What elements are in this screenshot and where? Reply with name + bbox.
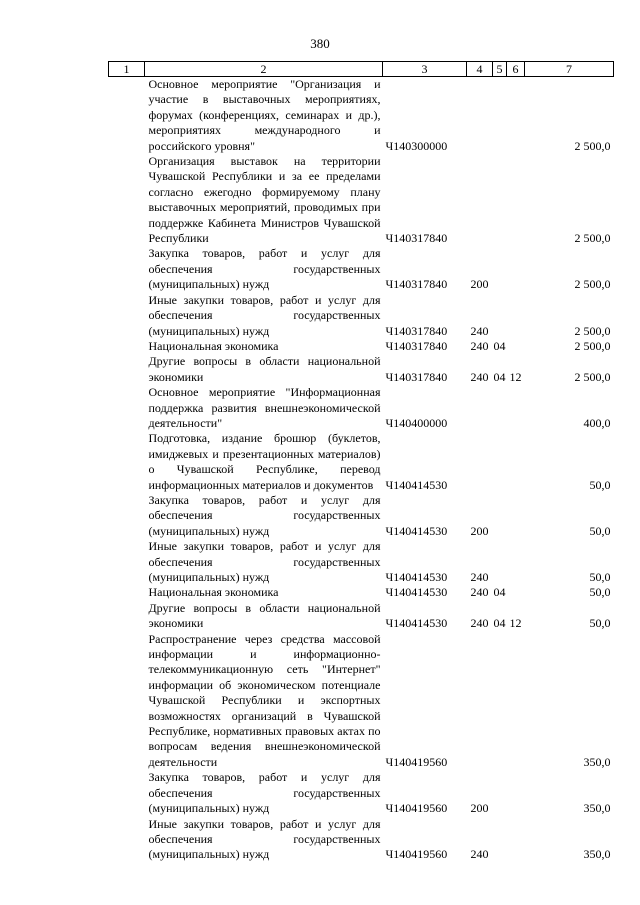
subsection-cell xyxy=(507,431,525,493)
subsection-cell: 12 xyxy=(509,369,522,384)
table-row xyxy=(109,770,614,816)
expense-type-cell: 200 xyxy=(470,523,489,538)
amount-cell: 2 500,0 xyxy=(574,369,611,384)
amount-cell: 400,0 xyxy=(583,415,611,430)
amount-cell: 2 500,0 xyxy=(574,338,611,353)
section-cell: 04 xyxy=(493,369,506,384)
row-number-cell xyxy=(109,154,145,246)
subsection-cell xyxy=(507,293,525,339)
column-header-3: 3 xyxy=(383,62,467,77)
table-row xyxy=(109,385,614,431)
table-row xyxy=(109,431,614,493)
amount-cell: 350,0 xyxy=(583,847,611,862)
row-number-cell xyxy=(109,246,145,292)
item-name-cell: Распространение через средства массовой информации и информационно-телекоммуникационную сеть "Интернет" информации об экономическом потенциале Чувашской Республики и экспортных возможностях организаций в Чувашской Республике, нормативных правовых актах по вопросам ведения внешнеэкономической деятельности xyxy=(148,631,381,769)
item-name-cell: Национальная экономика xyxy=(148,338,279,353)
amount-cell: 2 500,0 xyxy=(574,323,611,338)
target-code-cell: Ч140414530 xyxy=(385,585,448,600)
subsection-cell xyxy=(507,770,525,816)
expense-type-cell xyxy=(467,154,493,246)
table-row xyxy=(109,632,614,771)
expense-type-cell: 240 xyxy=(470,323,489,338)
table-row xyxy=(109,339,614,354)
subsection-cell xyxy=(507,632,525,771)
target-code-cell: Ч140414530 xyxy=(385,477,448,492)
target-code-cell: Ч140317840 xyxy=(385,369,448,384)
item-name-cell: Иные закупки товаров, работ и услуг для обеспечения государственных (муниципальных) нужд xyxy=(148,816,381,862)
column-header-2: 2 xyxy=(145,62,383,77)
expense-type-cell: 200 xyxy=(470,277,489,292)
item-name-cell: Закупка товаров, работ и услуг для обеспечения государственных (муниципальных) нужд xyxy=(148,246,381,292)
section-cell xyxy=(493,77,507,155)
expense-type-cell: 240 xyxy=(470,570,489,584)
table-row xyxy=(109,77,614,155)
item-name-cell: Иные закупки товаров, работ и услуг для обеспечения государственных (муниципальных) нужд xyxy=(148,539,381,584)
expense-type-cell xyxy=(467,431,493,493)
table-row xyxy=(109,293,614,339)
expense-type-cell: 240 xyxy=(470,585,489,600)
row-number-cell xyxy=(109,77,145,155)
expense-type-cell xyxy=(467,77,493,155)
section-cell: 04 xyxy=(493,585,506,600)
subsection-cell xyxy=(507,817,525,863)
amount-cell: 50,0 xyxy=(589,523,611,538)
section-cell xyxy=(493,385,507,431)
table-row xyxy=(109,585,614,600)
item-name-cell: Закупка товаров, работ и услуг для обеспечения государственных (муниципальных) нужд xyxy=(148,770,381,816)
section-cell xyxy=(493,817,507,863)
page-number: 380 xyxy=(310,36,330,51)
row-number-cell xyxy=(109,770,145,816)
row-number-cell xyxy=(109,539,145,585)
subsection-cell: 12 xyxy=(509,616,522,631)
table-row xyxy=(109,817,614,863)
subsection-cell xyxy=(507,539,525,585)
item-name-cell: Закупка товаров, работ и услуг для обеспечения государственных (муниципальных) нужд xyxy=(148,492,381,538)
subsection-cell xyxy=(507,246,525,292)
subsection-cell xyxy=(507,585,525,600)
row-number-cell xyxy=(109,585,145,600)
section-cell xyxy=(493,246,507,292)
expense-type-cell xyxy=(467,632,493,771)
target-code-cell: Ч140317840 xyxy=(385,277,448,292)
amount-cell: 2 500,0 xyxy=(574,277,611,292)
column-header-5: 5 xyxy=(493,62,507,77)
subsection-cell xyxy=(507,77,525,155)
target-code-cell: Ч140317840 xyxy=(385,338,448,353)
subsection-cell xyxy=(507,385,525,431)
target-code-cell: Ч140419560 xyxy=(385,801,448,816)
column-header-1: 1 xyxy=(109,62,145,77)
table-row xyxy=(109,354,614,385)
budget-table xyxy=(108,61,614,863)
section-cell: 04 xyxy=(493,616,506,631)
item-name-cell: Иные закупки товаров, работ и услуг для обеспечения государственных (муниципальных) нужд xyxy=(148,292,381,338)
row-number-cell xyxy=(109,385,145,431)
item-name-cell: Национальная экономика xyxy=(148,585,279,600)
subsection-cell xyxy=(507,493,525,539)
section-cell xyxy=(493,539,507,585)
item-name-cell: Основное мероприятие "Организация и участие в выставочных мероприятиях, форумах (конференциях, семинарах и др.), мероприятиях международного и российского уровня" xyxy=(148,77,381,153)
amount-cell: 50,0 xyxy=(589,570,611,584)
target-code-cell: Ч140317840 xyxy=(385,231,448,246)
table-header-row xyxy=(109,62,614,77)
section-cell xyxy=(493,493,507,539)
expense-type-cell: 240 xyxy=(470,369,489,384)
expense-type-cell: 240 xyxy=(470,616,489,631)
amount-cell: 50,0 xyxy=(589,616,611,631)
item-name-cell: Другие вопросы в области национальной экономики xyxy=(148,600,381,631)
row-number-cell xyxy=(109,632,145,771)
row-number-cell xyxy=(109,493,145,539)
section-cell xyxy=(493,770,507,816)
target-code-cell: Ч140414530 xyxy=(385,523,448,538)
section-cell xyxy=(493,154,507,246)
amount-cell: 50,0 xyxy=(589,477,611,492)
target-code-cell: Ч140317840 xyxy=(385,323,448,338)
section-cell xyxy=(493,293,507,339)
row-number-cell xyxy=(109,601,145,632)
table-row xyxy=(109,539,614,585)
item-name-cell: Подготовка, издание брошюр (буклетов, имиджевых и презентационных материалов) о Чувашской Республике, перевод информационных материалов и документов xyxy=(148,431,381,492)
row-number-cell xyxy=(109,293,145,339)
row-number-cell xyxy=(109,431,145,493)
expense-type-cell: 240 xyxy=(470,338,489,353)
row-number-cell xyxy=(109,817,145,863)
amount-cell: 350,0 xyxy=(583,801,611,816)
subsection-cell xyxy=(507,339,525,354)
target-code-cell: Ч140419560 xyxy=(385,847,448,862)
table-row xyxy=(109,246,614,292)
column-header-6: 6 xyxy=(507,62,525,77)
target-code-cell: Ч140400000 xyxy=(385,415,448,430)
amount-cell: 350,0 xyxy=(583,754,611,769)
table-body xyxy=(109,77,614,863)
expense-type-cell xyxy=(467,385,493,431)
row-number-cell xyxy=(109,339,145,354)
item-name-cell: Другие вопросы в области национальной экономики xyxy=(148,354,381,384)
subsection-cell xyxy=(507,154,525,246)
column-header-4: 4 xyxy=(467,62,493,77)
target-code-cell: Ч140414530 xyxy=(385,616,448,631)
amount-cell: 50,0 xyxy=(589,585,611,600)
column-header-7: 7 xyxy=(525,62,614,77)
row-number-cell xyxy=(109,354,145,385)
target-code-cell: Ч140419560 xyxy=(385,754,448,769)
target-code-cell: Ч140414530 xyxy=(385,570,448,584)
table-row xyxy=(109,493,614,539)
amount-cell: 2 500,0 xyxy=(574,138,611,153)
target-code-cell: Ч140300000 xyxy=(385,138,448,153)
amount-cell: 2 500,0 xyxy=(574,231,611,246)
item-name-cell: Организация выставок на территории Чувашской Республики и за ее пределами согласно ежегодно формируемому плану выставочных мероприятий, проводимых при поддержке Кабинета Министров Чувашской Республики xyxy=(148,154,381,246)
section-cell xyxy=(493,431,507,493)
table-row xyxy=(109,601,614,632)
item-name-cell: Основное мероприятие "Информационная поддержка развития внешнеэкономической деятельности" xyxy=(148,385,381,430)
section-cell: 04 xyxy=(493,338,506,353)
section-cell xyxy=(493,632,507,771)
table-row xyxy=(109,154,614,246)
expense-type-cell: 200 xyxy=(470,801,489,816)
expense-type-cell: 240 xyxy=(470,847,489,862)
